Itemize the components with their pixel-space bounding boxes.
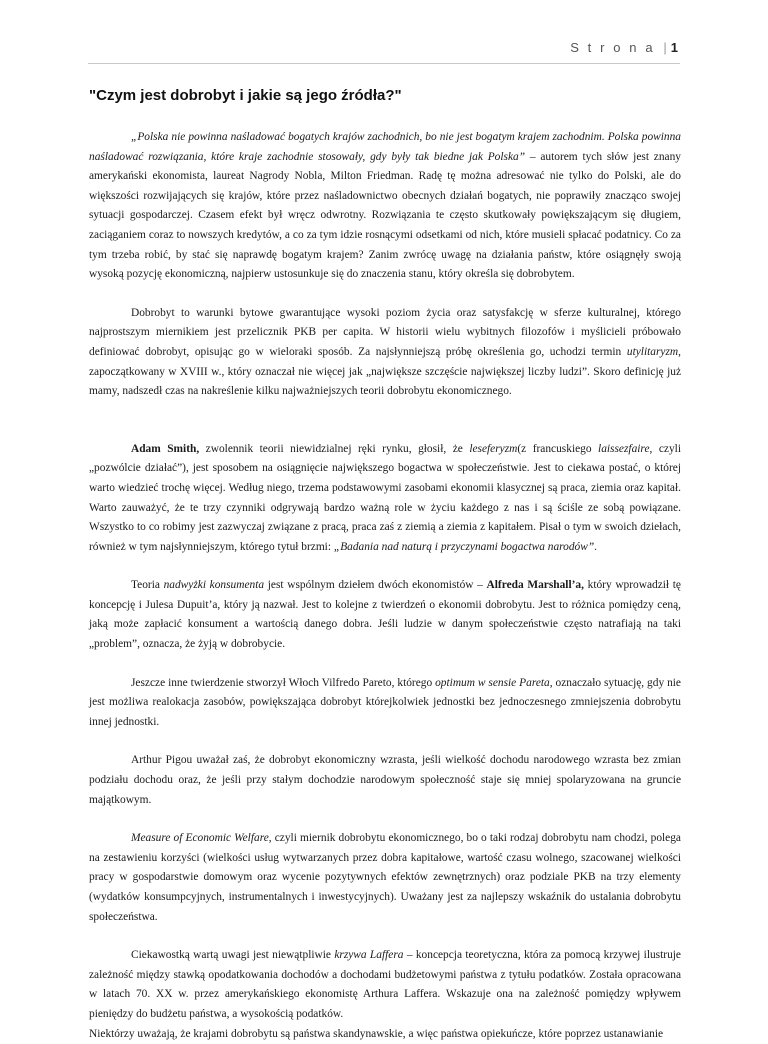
page-label: S t r o n a [570, 40, 656, 55]
document-title: "Czym jest dobrobyt i jakie są jego źródła?" [89, 87, 402, 104]
page-number: 1 [670, 40, 678, 55]
term-consumer-surplus: nadwyżki konsumenta [163, 579, 265, 592]
header-rule [88, 63, 680, 64]
paragraph-scandinavia: Niektórzy uważają, że krajami dobrobytu są państwa skandynawskie, a więc państwa opiekuńcze, które poprzez ustanawianie [89, 1027, 664, 1040]
page-header [570, 40, 678, 55]
header-separator: | [663, 40, 667, 55]
name-marshall: Alfreda Marshall’a, [486, 579, 584, 592]
term-mew: Measure of Economic Welfare [131, 832, 269, 845]
paragraph-adam-smith: Adam Smith, zwolennik teorii niewidzialnej ręki rynku, głosił, że leseferyzm(z francuskiego laissezfaire, czyli „pozwólcie działać”), jest sposobem na osiągnięcie największego bogactwa w społeczeństwie. Jest to ciekawa postać, o której warto wiedzieć trochę więcej. Według niego, trzema podstawowymi zasobami ekonomii klasycznej są praca, ziemia oraz kapitał. Warto zauważyć, że te trzy czynniki odgrywają bardzo ważną role w życiu każdego z nas i są ściśle ze sobą powiązane. Wszystko to co robimy jest zazwyczaj związane z pracą, praca zaś z ziemią a ziemia z kapitałem. Pisał o tym w swoich dziełach, również w tym najsłynniejszym, którego tytuł brzmi: „Badania nad naturą i przyczynami bogactwa narodów”. [89, 442, 681, 553]
term-laffer-curve: krzywa Laffera [334, 949, 404, 962]
paragraph-mew: Measure of Economic Welfare, czyli miernik dobrobytu ekonomicznego, bo o taki rodzaj dobrobytu nam chodzi, polega na zestawieniu korzyści (wielkości usług wytwarzanych przez dobra kapitałowe, wartość czasu wolnego, szacowanej wielkości pracy w gospodarstwie domowym oraz wycenie pozytywnych efektów zewnętrznych) oraz podziale PKB na trzy elementy (wydatków konsumpcyjnych, instrumentalnych i inwestycyjnych). Uważany jest za najlepszy wskaźnik do ustalania dobrobytu społeczeństwa. [89, 832, 681, 923]
paragraph-pigou: Arthur Pigou uważał zaś, że dobrobyt ekonomiczny wzrasta, jeśli wielkość dochodu narodowego wzrasta bez zmian podziału dochodu oraz, że jeśli przy stałym dochodzie narodowym społeczność staje się mniej spolaryzowana na gruncie majątkowym. [89, 754, 681, 806]
term-laissezfaire: laissezfaire [598, 442, 650, 455]
document-body [89, 128, 681, 1044]
paragraph-consumer-surplus: Teoria nadwyżki konsumenta jest wspólnym dziełem dwóch ekonomistów – Alfreda Marshall’a, który wprowadził tę koncepcję i Julesa Dupuit’a, który ją nazwał. Jest to kolejne z twierdzeń o ekonomii dobrobytu. Jest to różnica pomiędzy ceną, jaką może zapłacić konsument a wartością danego dobra. Jeśli ludzie w danym społeczeństwie często natrafiają na taki „problem”, oznacza, że żyją w dobrobycie. [89, 579, 681, 651]
paragraph-intro: „Polska nie powinna naśladować bogatych krajów zachodnich, bo nie jest bogatym krajem zachodnim. Polska powinna naśladować rozwiązania, które kraje zachodnie stosowały, gdy były tak biedne jak Polska” – autorem tych słów jest znany amerykański ekonomista, laureat Nagrody Nobla, Milton Friedman. Radę tę można adresować nie tylko do Polski, ale do większości rozwijających się krajów, które przez naśladownictwo obecnych działań bogatych, nie poprawiły znacząco swojej sytuacji gospodarczej. Czasem efekt był wręcz odwrotny. Rozwiązania te często skutkowały powiększającym się długiem, zaciąganiem coraz to nowszych kredytów, a co za tym idzie rosnącymi odsetkami od nich, które musieli spłacać podatnicy. Co za tym trzeba robić, by stać się naprawdę bogatym krajem? Zanim zwrócę uwagę na działania państw, które osiągnęły swoją wysoką pozycję ekonomiczną, najpierw ustosunkuje się do znaczenia stanu, który określa się dobrobytem. [89, 131, 681, 281]
paragraph-laffer: Ciekawostką wartą uwagi jest niewątpliwie krzywa Laffera – koncepcja teoretyczna, która za pomocą krzywej ilustruje zależność między stawką opodatkowania dochodów a dochodami budżetowymi państwa z tytułu podatków. Została opracowana w latach 70. XX w. przez amerykańskiego ekonomistę Arthura Laffera. Wskazuje ona na zależność pomiędzy wpływem pieniędzy do budżetu państwa, a wysokością podatków. [89, 949, 681, 1020]
paragraph-definition: Dobrobyt to warunki bytowe gwarantujące wysoki poziom życia oraz satysfakcję w sferze kulturalnej, którego najprostszym miernikiem jest przelicznik PKB per capita. W historii wielu wybitnych filozofów i myślicieli próbowało definiować dobrobyt, opisując go w wieloraki sposób. Za najsłynniejszą próbę określenia go, uchodzi termin utylitaryzm, zapoczątkowany w XVIII w., który oznaczał nie więcej jak „największe szczęście największej liczby ludzi”. Skoro definicję już mamy, nadszedł czas na nakreślenie kilku najważniejszych teorii dobrobytu ekonomicznego. [89, 306, 681, 398]
name-adam-smith: Adam Smith, [131, 442, 200, 455]
term-leseferyzm: leseferyzm [469, 442, 518, 455]
friedman-quote: „Polska nie powinna naśladować bogatych krajów zachodnich, bo nie jest bogatym krajem zachodnim. Polska powinna naśladować rozwiązania, które kraje zachodnie stosowały, gdy były tak biedne jak Polska” [89, 131, 681, 163]
term-pareto-optimum: optimum w sensie Pareta [435, 676, 550, 689]
paragraph-pareto: Jeszcze inne twierdzenie stworzył Włoch Vilfredo Pareto, którego optimum w sensie Pareta, oznaczało sytuację, gdy nie jest możliwa realokacja zasobów, powiększająca dobrobyt którejkolwiek jednostki bez jednoczesnego zmniejszenia dobrobytu innej jednostki. [89, 676, 681, 728]
term-utylitaryzm: utylitaryzm [626, 345, 679, 358]
book-title: „Badania nad naturą i przyczynami bogactwa narodów” [333, 540, 595, 553]
